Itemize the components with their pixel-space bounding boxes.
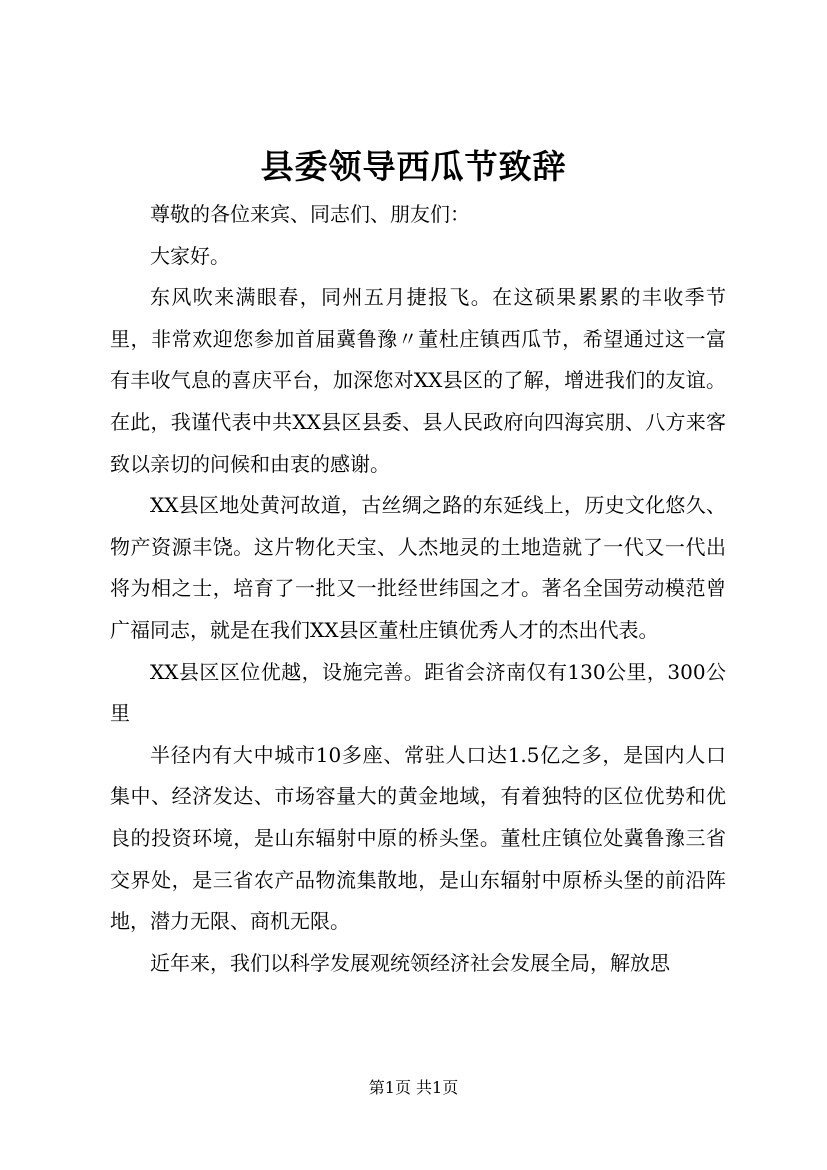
paragraph: 东风吹来满眼春，同州五月捷报飞。在这硕果累累的丰收季节里，非常欢迎您参加首届冀鲁豫〃董杜庄镇西瓜节，希望通过这一富有丰收气息的喜庆平台，加深您对XX县区的了解，增进我们的友谊。在此，我谨代表中共XX县区县委、县人民政府向四海宾朋、八方来客致以亲切的问候和由衷的感谢。 (110, 285, 726, 476)
document-body (110, 194, 726, 984)
salutation: 尊敬的各位来宾、同志们、朋友们： (150, 202, 470, 226)
paragraph: XX县区地处黄河故道，古丝绸之路的东延线上，历史文化悠久、物产资源丰饶。这片物化天宝、人杰地灵的土地造就了一代又一代出将为相之士，培育了一批又一批经世纬国之才。著名全国劳动模范曾广福同志，就是在我们XX县区董杜庄镇优秀人才的杰出代表。 (110, 493, 726, 642)
paragraph: XX县区区位优越，设施完善。距省会济南仅有130公里，300公里 (110, 659, 726, 726)
paragraph: 半径内有大中城市10多座、常驻人口达1.5亿之多，是国内人口集中、经济发达、市场容量大的黄金地域，有着独特的区位优势和优良的投资环境，是山东辐射中原的桥头堡。董杜庄镇位处冀鲁豫三省交界处，是三省农产品物流集散地，是山东辐射中原桥头堡的前沿阵地，潜力无限、商机无限。 (110, 742, 726, 934)
paragraph: 近年来，我们以科学发展观统领经济社会发展全局，解放思 (150, 950, 670, 975)
document-title: 县委领导西瓜节致辞 (260, 147, 567, 186)
greeting: 大家好。 (150, 243, 230, 268)
page-footer: 第1页 共1页 (368, 1078, 459, 1097)
